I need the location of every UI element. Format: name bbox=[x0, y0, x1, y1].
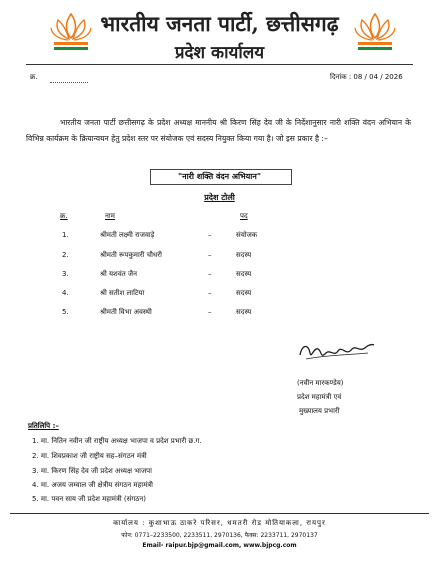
table-header-no: क्र. bbox=[60, 212, 68, 220]
signatory-title-line2: मुख्यालय प्रभारी bbox=[299, 407, 340, 415]
row-name: श्रीमती रूपकुमारी चौधरी bbox=[100, 251, 162, 259]
row-name: श्रीमती लक्ष्मी राजवाड़े bbox=[100, 231, 155, 239]
reference-blank bbox=[50, 82, 88, 83]
header-divider bbox=[26, 64, 413, 65]
row-post: सदस्य bbox=[236, 289, 252, 297]
row-post: सदस्य bbox=[236, 251, 252, 259]
row-dash: – bbox=[208, 231, 212, 239]
row-dash: – bbox=[208, 270, 212, 278]
row-number: 2. bbox=[62, 251, 69, 259]
body-paragraph: भारतीय जनता पार्टी छत्तीसगढ़ के प्रदेश अध्यक्ष माननीय श्री किरण सिंह देव जी के निर्देशानुसार नारी शक्ति वंदन अभियान के विभिन्न कार्यक्रम के क्रियान्वयन हेतु प्रदेश स्तर पर संयोजक एवं सदस्य नियुक्त किया गया है। जो इस प्रकार है :– bbox=[26, 118, 411, 143]
letterhead-title: भारतीय जनता पार्टी, छत्तीसगढ़ bbox=[100, 11, 339, 36]
copy-item: 2. मा. शिवप्रकाश जी राष्ट्रीय सह–संगठन मंत्री bbox=[32, 452, 147, 460]
footer-phone: फोन: 0771–2233500, 2233511, 2970136, फैक्स: 2233711, 2970137 bbox=[121, 532, 318, 539]
row-number: 1. bbox=[62, 231, 69, 239]
table-header-post: पद bbox=[240, 212, 248, 220]
handwritten-signature bbox=[296, 335, 376, 369]
row-dash: – bbox=[208, 251, 212, 259]
campaign-title: "नारी शक्ति वंदन अभियान" bbox=[177, 172, 261, 181]
date-line: दिनांक : 08 / 04 / 2026 bbox=[330, 73, 403, 81]
team-title: प्रदेश टोली bbox=[204, 193, 235, 202]
copy-item: 5. मा. पवन साय जी प्रदेश महामंत्री (संगठन) bbox=[32, 495, 146, 503]
date-label: दिनांक bbox=[330, 73, 347, 81]
row-number: 3. bbox=[62, 270, 69, 278]
footer-divider bbox=[10, 513, 429, 514]
table-header-name: नाम bbox=[105, 212, 115, 220]
row-name: श्री यशवंत जैन bbox=[100, 270, 138, 278]
date-value: 08 / 04 / 2026 bbox=[353, 73, 403, 81]
copy-item: 1. मा. नितिन नवीन जी राष्ट्रीय अध्यक्ष भाजपा व प्रदेश प्रभारी छ.ग. bbox=[32, 437, 202, 445]
footer-email: Email- raipur.bjp@gmail.com, www.bjpcg.com bbox=[142, 542, 297, 549]
row-number: 4. bbox=[62, 289, 69, 297]
row-post: सदस्य bbox=[236, 308, 252, 316]
copy-item: 4. मा. अजय जम्वाल जी क्षेत्रीय संगठन महामंत्री bbox=[32, 481, 153, 489]
signatory-name: (नवीन मारकण्डेय) bbox=[297, 379, 344, 387]
reference-label: क्र. bbox=[30, 73, 38, 81]
copy-item: 3. मा. किरण सिंह देव जी प्रदेश अध्यक्ष भाजपा bbox=[32, 467, 152, 475]
row-name: श्री सतीश लाटिया bbox=[100, 289, 145, 297]
row-number: 5. bbox=[62, 308, 69, 316]
copy-to-label: प्रतिलिपि :– bbox=[28, 422, 59, 430]
signatory-title-line1: प्रदेश महामंत्री एवं bbox=[297, 393, 342, 401]
row-dash: – bbox=[208, 289, 212, 297]
row-post: सदस्य bbox=[236, 270, 252, 278]
row-name: श्रीमती विभा अवस्थी bbox=[100, 308, 152, 316]
footer-address: कार्यालय : कुशाभाऊ ठाकरे परिसर, धमतरी रोड मोतियाकला, रायपुर bbox=[113, 519, 326, 527]
row-post: संयोजक bbox=[236, 231, 258, 239]
letterhead-subtitle: प्रदेश कार्यालय bbox=[174, 43, 265, 63]
row-dash: – bbox=[208, 308, 212, 316]
